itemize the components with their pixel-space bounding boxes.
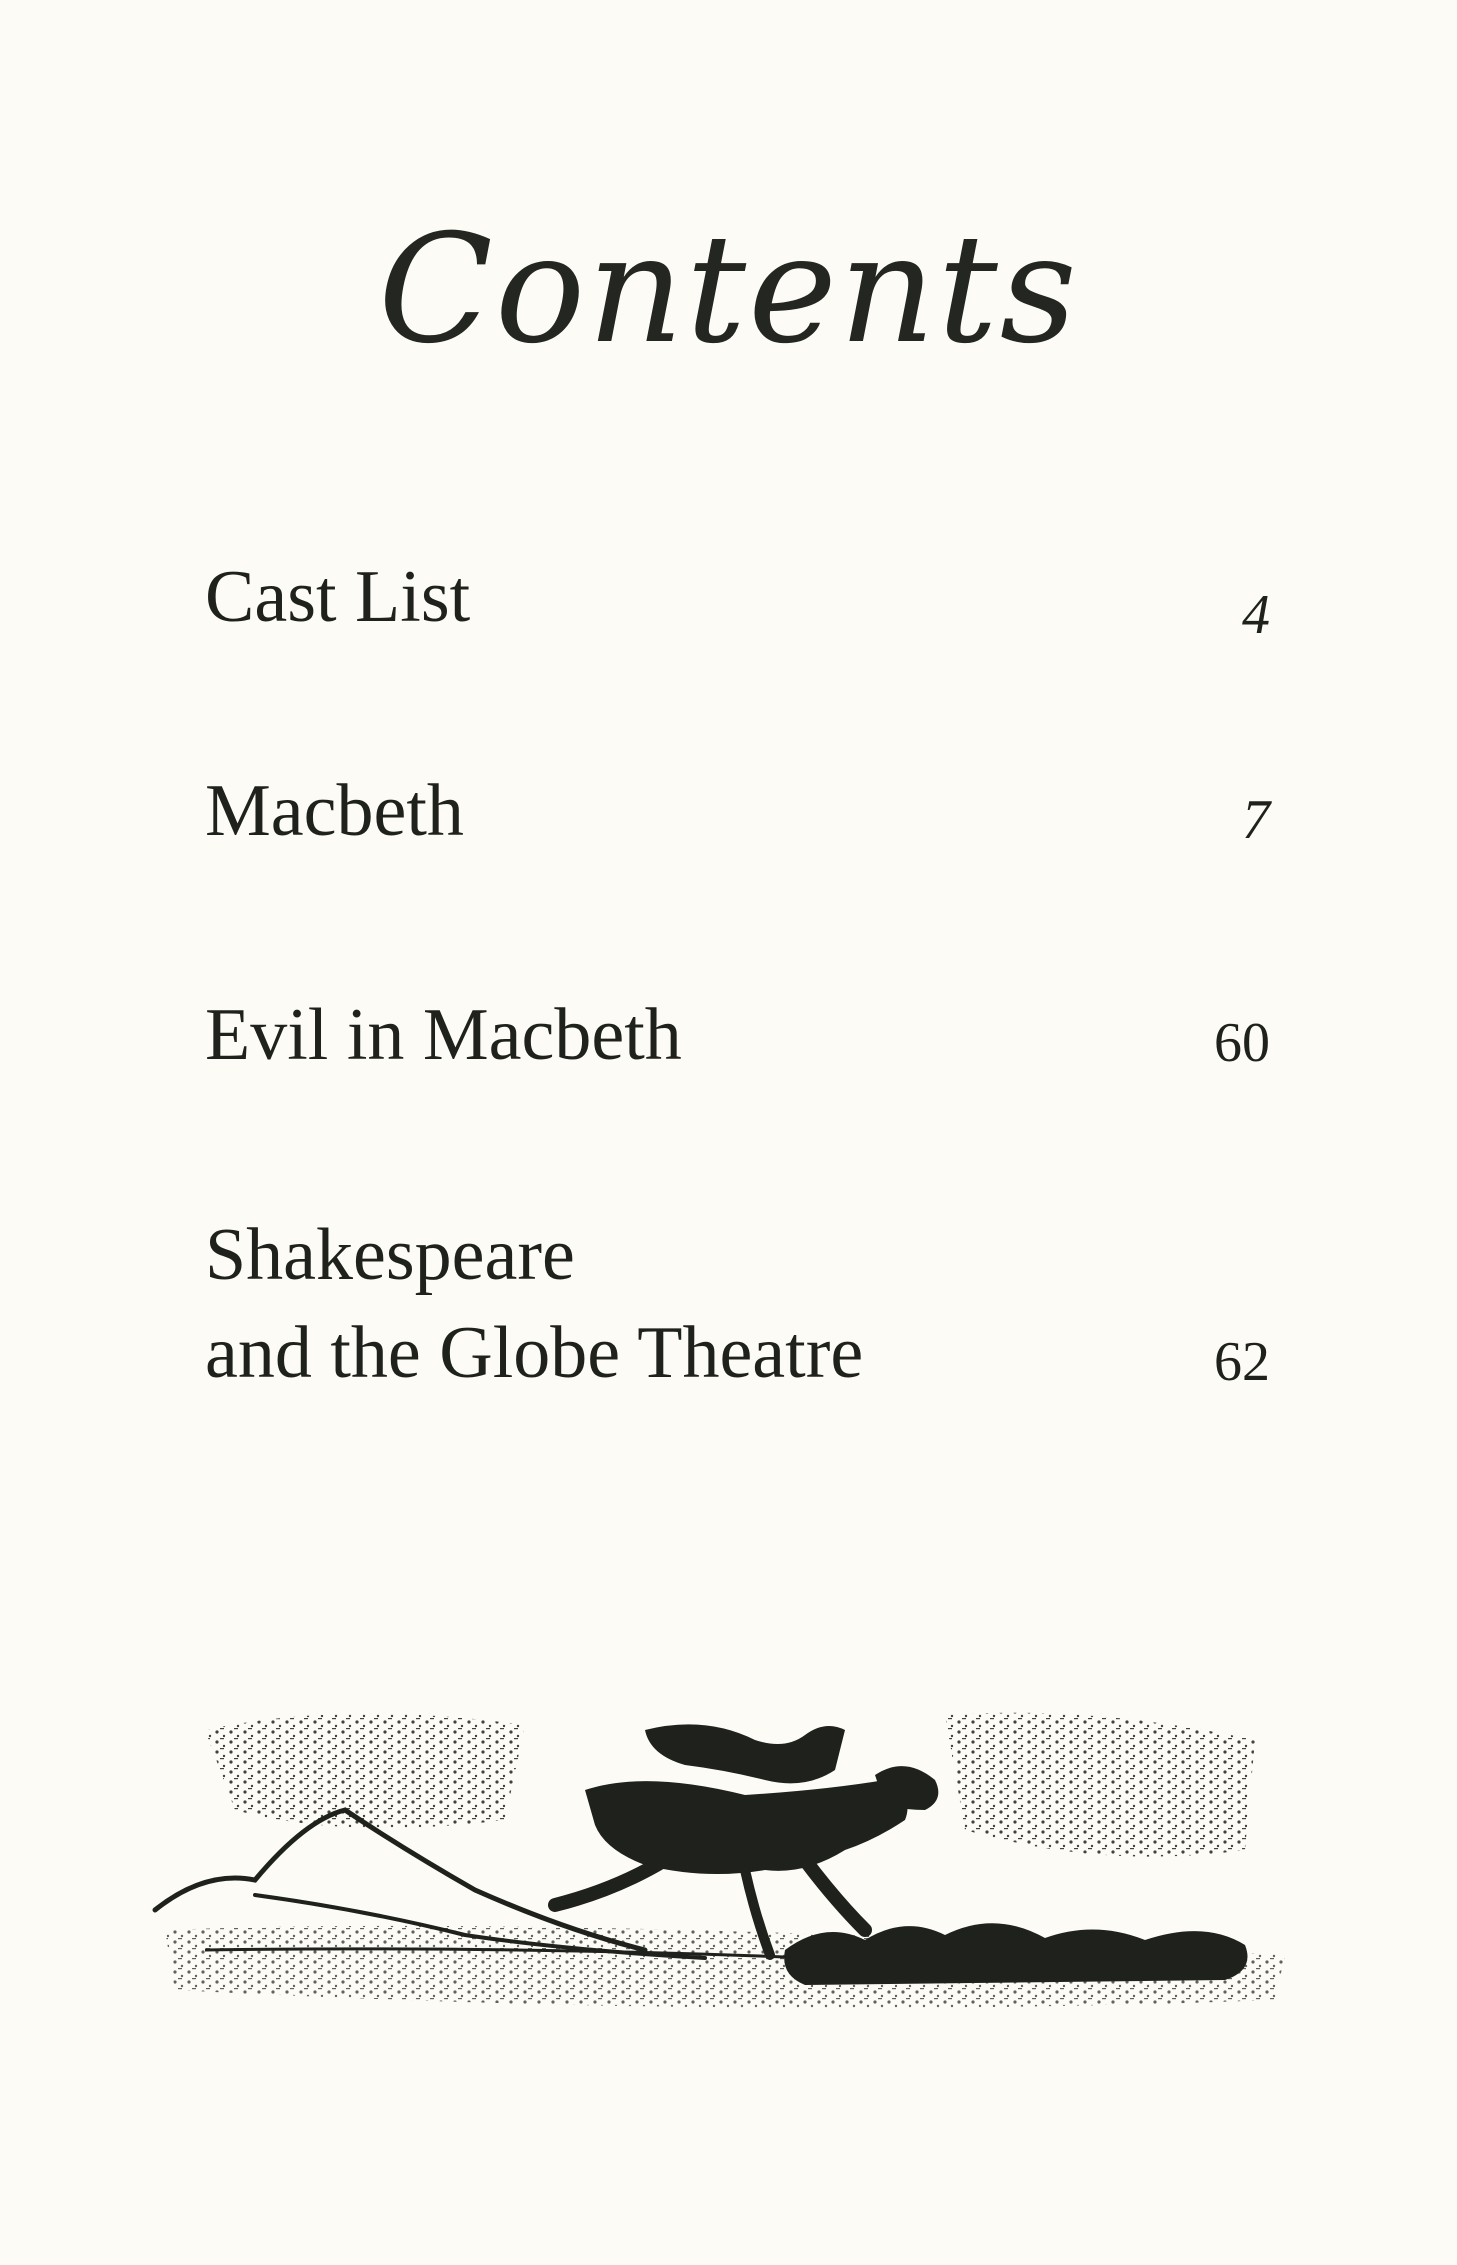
table-of-contents: [205, 0, 1270, 1450]
horse-rider-landscape-icon: [145, 1700, 1285, 2020]
toc-entry-title-line: Cast List: [205, 556, 471, 638]
sky-stipple-left: [205, 1714, 525, 1828]
toc-entry-title-line: and the Globe Theatre: [205, 1312, 864, 1394]
horse-hindleg: [555, 1860, 665, 1905]
toc-entry-evil-in-macbeth[interactable]: [205, 986, 1270, 1096]
horse-head: [875, 1766, 938, 1810]
bushes: [784, 1923, 1247, 1985]
toc-entry-page-number: 7: [1242, 789, 1270, 851]
horse-foreleg: [805, 1860, 865, 1930]
toc-entry-title-line: Shakespeare: [205, 1214, 575, 1296]
toc-entry-title: [205, 548, 470, 646]
toc-entry-page-number: 4: [1242, 584, 1270, 646]
toc-entry-title-line: Macbeth: [205, 770, 464, 852]
horse-and-rider: [555, 1724, 938, 1955]
toc-entry-page-number: 60: [1214, 1012, 1270, 1074]
toc-entry-title: [205, 762, 464, 860]
toc-entry-title: [205, 986, 682, 1084]
toc-entry-title-line: Evil in Macbeth: [205, 994, 682, 1076]
toc-entry-cast-list[interactable]: [205, 548, 1270, 658]
sky-stipple-right: [945, 1713, 1255, 1857]
toc-entry-title: [205, 1206, 863, 1402]
toc-entry-shakespeare-globe[interactable]: [205, 1206, 1270, 1416]
page-title: Contents: [378, 203, 1079, 377]
horse-body: [585, 1780, 908, 1874]
toc-entry-page-number: 62: [1214, 1331, 1270, 1393]
rider-cloak: [645, 1724, 845, 1783]
toc-entry-macbeth[interactable]: [205, 762, 1270, 872]
